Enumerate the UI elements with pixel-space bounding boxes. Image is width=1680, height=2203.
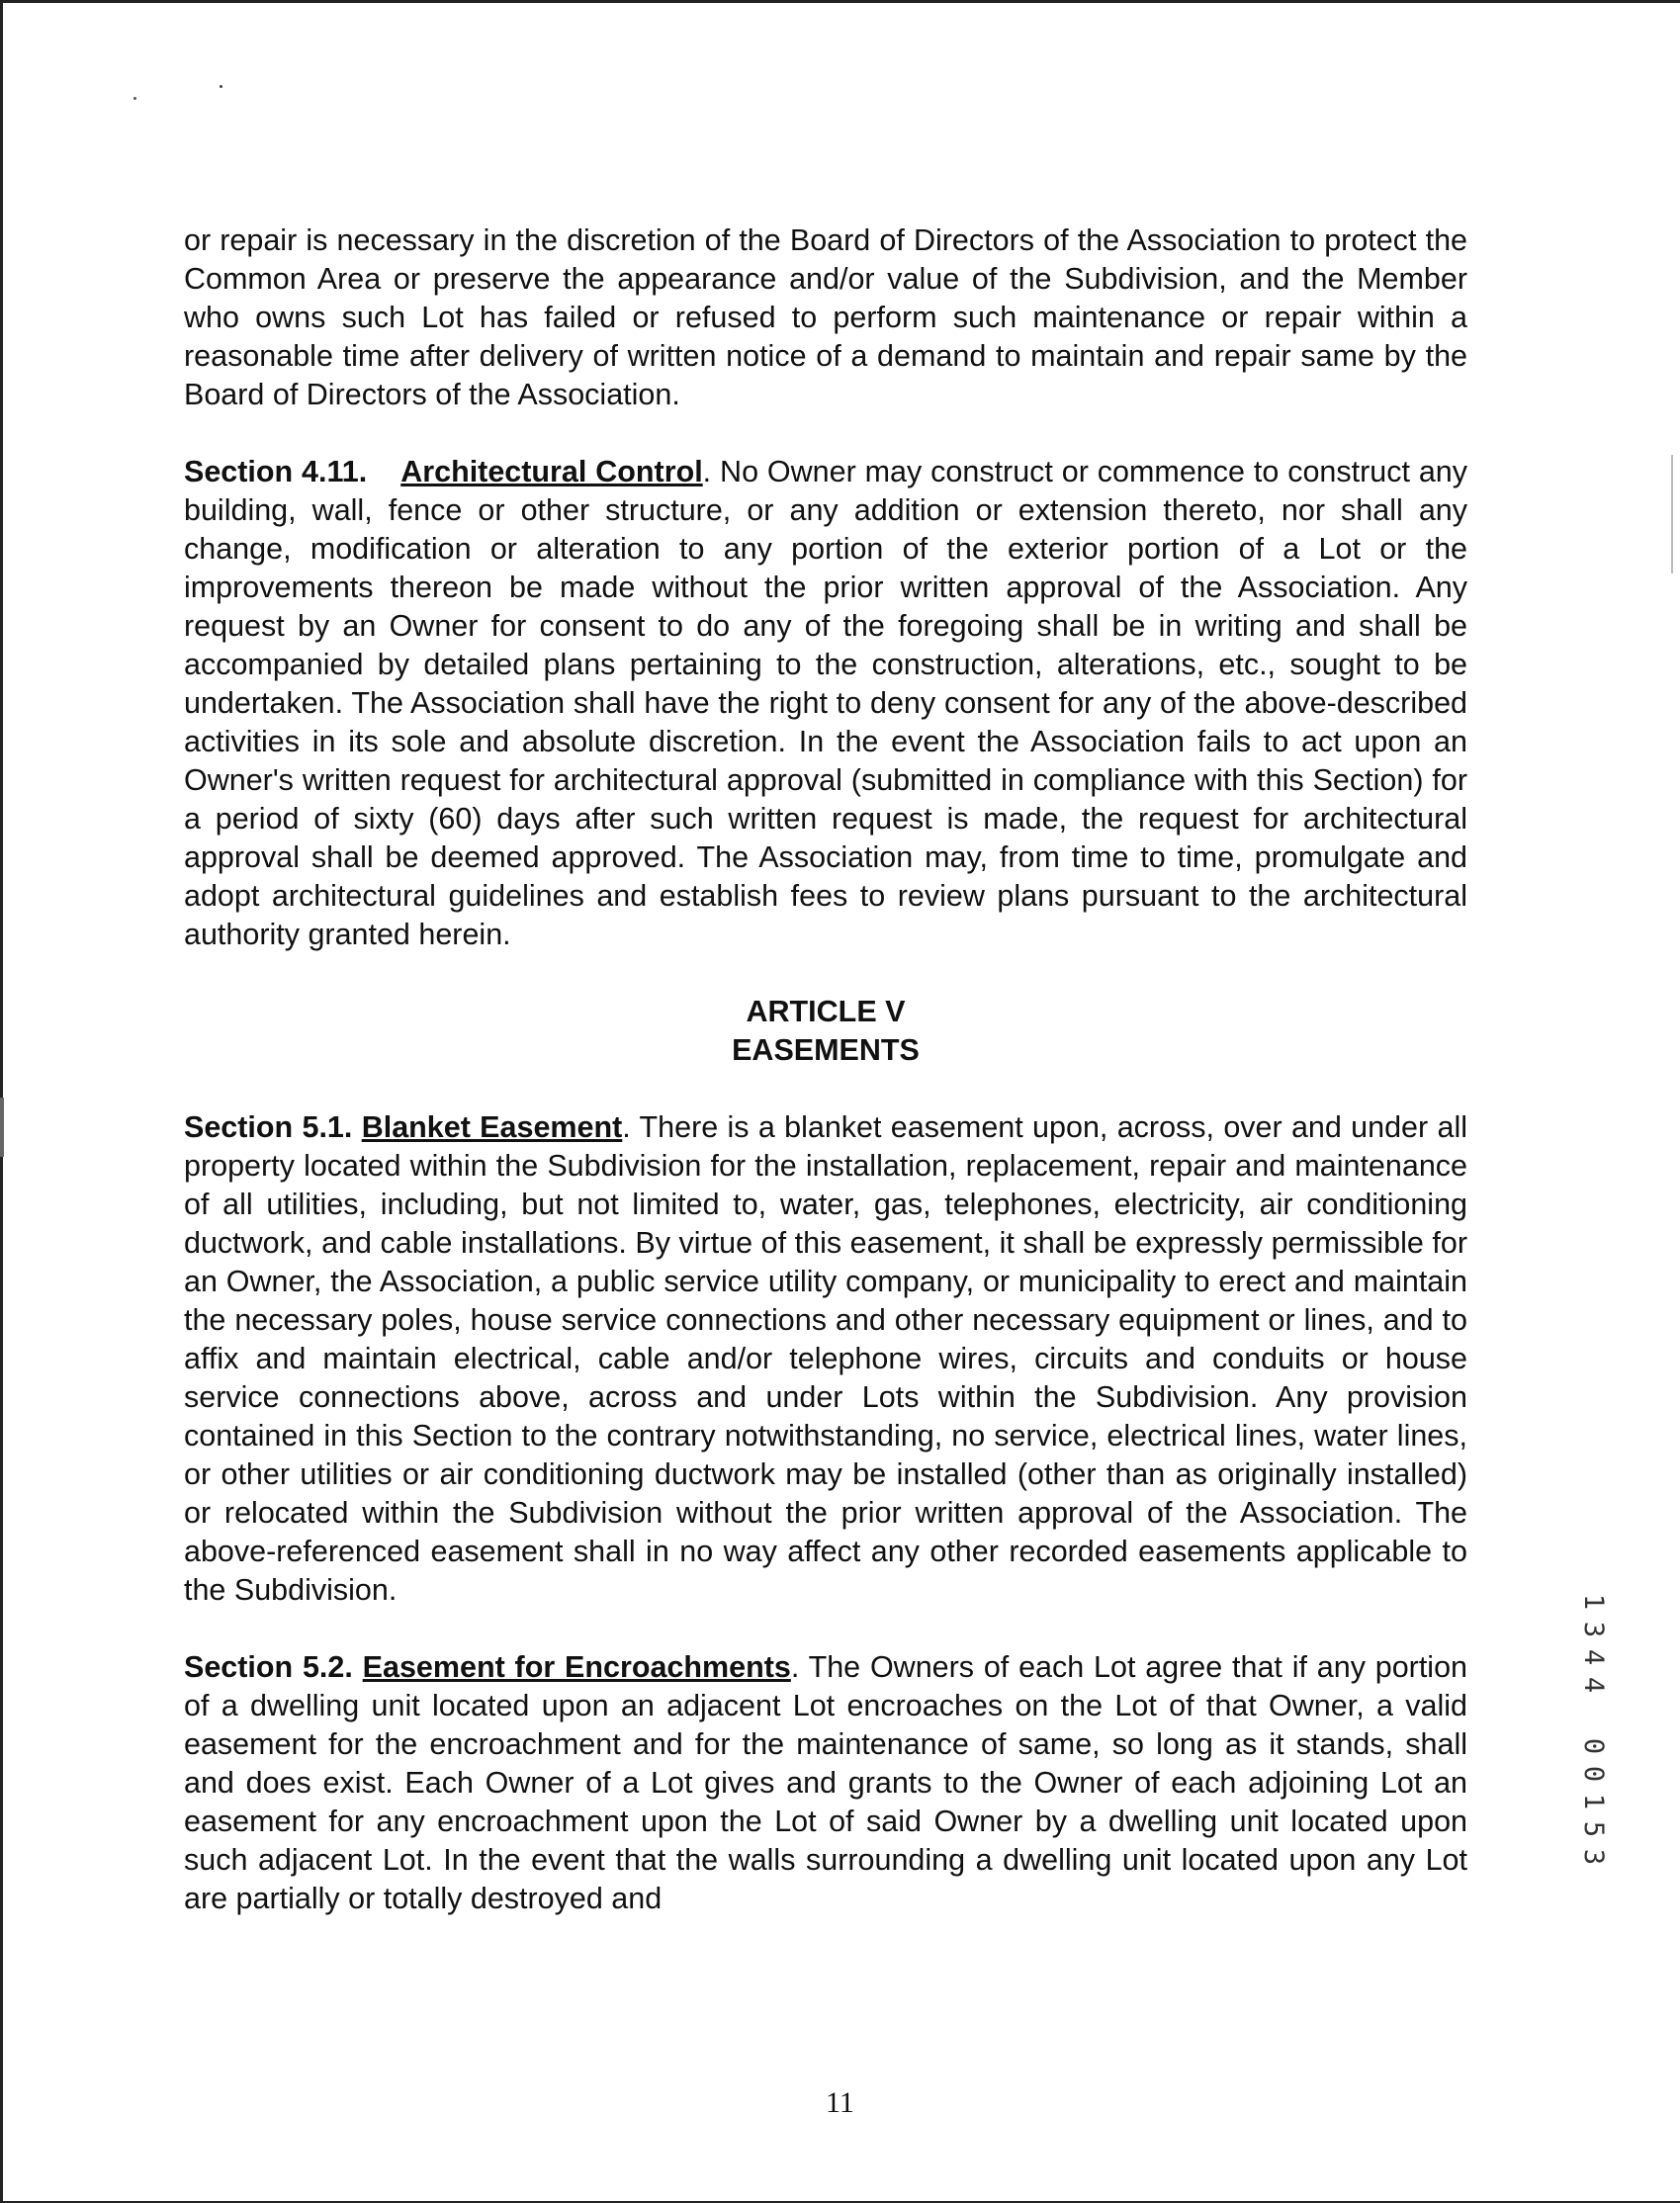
stamp-digit: 0 <box>1578 1765 1609 1783</box>
article-number: ARTICLE V <box>746 995 906 1028</box>
stamp-digit: 1 <box>1578 1593 1609 1611</box>
stamp-digit: 1 <box>1578 1793 1609 1810</box>
stamp-digit: 3 <box>1578 1848 1609 1866</box>
section-title: Easement for Encroachments <box>362 1650 791 1684</box>
article-heading <box>184 993 1467 1070</box>
article-title: EASEMENTS <box>732 1033 920 1067</box>
section-number: Section 5.2. <box>184 1650 353 1684</box>
section-body: . No Owner may construct or commence to construct any building, wall, fence or other structure, or any addition or extension thereto, nor shall any change, modification or alteration to any portion of the exterior portion of a Lot or the improvements thereon be made without the prior written approval of the Association. Any request by an Owner for consent to do any of the foregoing shall be in writing and shall be accompanied by detailed plans pertaining to the construction, alterations, etc., sought to be undertaken. The Association shall have the right to deny consent for any of the above-described activities in its sole and absolute discretion. In the event the Association fails to act upon an Owner's written request for architectural approval (submitted in compliance with this Section) for a period of sixty (60) days after such written request is made, the request for architectural approval shall be deemed approved. The Association may, from time to time, promulgate and adopt architectural guidelines and establish fees to review plans pursuant to the architectural authority granted herein. <box>184 455 1468 951</box>
stamp-digit: 0 <box>1578 1737 1609 1755</box>
stamp-digit: 4 <box>1578 1676 1609 1694</box>
section-number: Section 4.11. <box>184 455 368 488</box>
stamp-digit: 3 <box>1578 1621 1609 1638</box>
scan-speck <box>220 85 222 88</box>
stamp-digit: 4 <box>1578 1648 1609 1666</box>
page-border-top <box>0 0 1680 3</box>
document-body <box>184 221 1467 1918</box>
paragraph-continuation: or repair is necessary in the discretion of the Board of Directors of the Association to protect the Common Area or preserve the appearance and/or value of the Subdivision, and the Member who owns such Lot has failed or refused to perform such maintenance or repair within a reasonable time after delivery of written notice of a demand to maintain and repair same by the Board of Directors of the Association. <box>184 223 1467 411</box>
section-5-1 <box>184 1108 1467 1610</box>
recording-stamp <box>1579 1588 1609 1871</box>
section-body: . There is a blanket easement upon, across, over and under all property located within the Subdivision for the installation, replacement, repair and maintenance of all utilities, including, but not limited to, water, gas, telephones, electricity, air conditioning ductwork, and cable installations. By virtue of this easement, it shall be expressly permissible for an Owner, the Association, a public service utility company, or municipality to erect and maintain the necessary poles, house service connections and other necessary equipment or lines, and to affix and maintain electrical, cable and/or telephone wires, circuits and conduits or house service connections above, across and under Lots within the Subdivision. Any provision contained in this Section to the contrary notwithstanding, no service, electrical lines, water lines, or other utilities or air conditioning ductwork may be installed (other than as originally installed) or relocated within the Subdivision without the prior written approval of the Association. The above-referenced easement shall in no way affect any other recorded easements applicable to the Subdivision. <box>184 1110 1468 1607</box>
stamp-digit: 5 <box>1578 1820 1609 1838</box>
section-number: Section 5.1. <box>184 1110 353 1144</box>
section-body: . The Owners of each Lot agree that if any portion of a dwelling unit located upon an adjacent Lot encroaches on the Lot of that Owner, a valid easement for the encroachment and for the maintenance of same, so long as it stands, shall and does exist. Each Owner of a Lot gives and grants to the Owner of each adjoining Lot an easement for any encroachment upon the Lot of said Owner by a dwelling unit located upon such adjacent Lot. In the event that the walls surrounding a dwelling unit located upon any Lot are partially or totally destroyed and <box>184 1650 1467 1915</box>
section-5-2 <box>184 1648 1467 1918</box>
section-title: Architectural Control <box>400 455 703 488</box>
section-title: Blanket Easement <box>361 1110 623 1144</box>
scan-margin-mark <box>0 1098 4 1157</box>
page-number: 11 <box>826 2086 854 2119</box>
section-4-11 <box>184 453 1467 954</box>
scan-margin-mark <box>1671 455 1673 573</box>
scan-speck <box>133 97 136 100</box>
